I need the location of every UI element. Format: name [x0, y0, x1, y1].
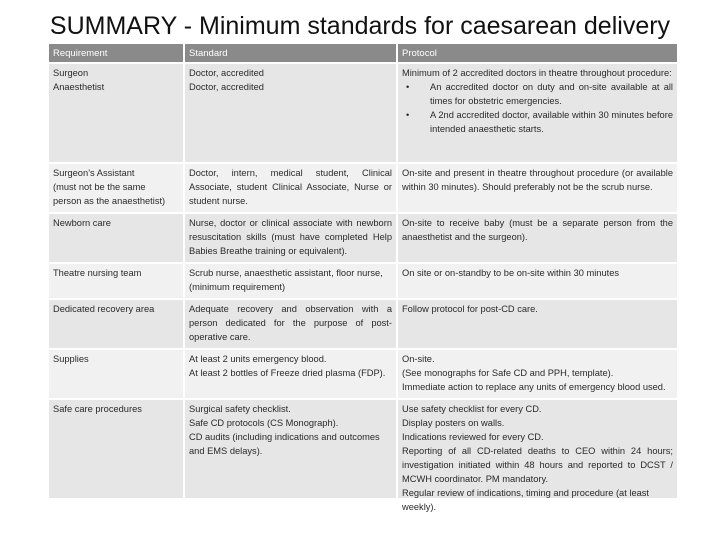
requirement-line: Surgeon’s Assistant — [53, 168, 135, 178]
table-row — [49, 350, 677, 398]
standard-cell: Adequate recovery and observation with a person dedicated for the purpose of post-operative care. — [185, 300, 398, 348]
requirement-line: Safe care procedures — [53, 404, 142, 414]
requirement-cell — [49, 64, 185, 162]
page-title: SUMMARY - Minimum standards for caesarean delivery — [49, 12, 671, 40]
standard-cell — [185, 64, 398, 162]
standard-cell: Nurse, doctor or clinical associate with newborn resuscitation skills (must have completed Help Babies Breathe training or equivalent). — [185, 214, 398, 262]
requirement-cell — [49, 214, 185, 262]
protocol-bullet — [402, 80, 673, 108]
requirement-line: person as the anaesthetist) — [53, 196, 166, 206]
protocol-line: On-site. — [402, 354, 435, 364]
standard-line: (minimum requirement) — [189, 282, 286, 292]
protocol-line: Immediate action to replace any units of emergency blood used. — [402, 382, 666, 392]
protocol-cell — [398, 64, 677, 162]
standard-line: Surgical safety checklist. — [189, 404, 291, 414]
header-requirement: Requirement — [49, 44, 185, 62]
protocol-bullet-text: An accredited doctor on duty and on-site available at all times for obstetric emergencies. — [430, 82, 673, 106]
protocol-line: Use safety checklist for every CD. — [402, 404, 542, 414]
standard-cell — [185, 350, 398, 398]
requirement-cell — [49, 300, 185, 348]
table-row — [49, 400, 677, 498]
table-header-row — [49, 44, 677, 62]
protocol-cell: On-site and present in theatre throughout procedure (or available within 30 minutes). Should preferably not be the scrub nurse. — [398, 164, 677, 212]
protocol-intro: Minimum of 2 accredited doctors in theatre throughout procedure: — [402, 68, 672, 78]
requirement-line: Surgeon — [53, 68, 89, 78]
protocol-bullet-text: A 2nd accredited doctor, available within 30 minutes before intended anaesthetic starts. — [430, 110, 673, 134]
standard-line: Scrub nurse, anaesthetic assistant, floor nurse, — [189, 268, 383, 278]
protocol-cell-content — [402, 402, 673, 512]
requirement-line: Supplies — [53, 354, 89, 364]
table-row — [49, 300, 677, 348]
protocol-line: Display posters on walls. — [402, 418, 505, 428]
table-row — [49, 164, 677, 212]
standard-line: At least 2 units emergency blood. — [189, 354, 327, 364]
requirement-cell — [49, 350, 185, 398]
table-row — [49, 214, 677, 262]
standards-table — [49, 42, 677, 512]
table-row — [49, 264, 677, 298]
header-standard: Standard — [185, 44, 398, 62]
requirement-line: Anaesthetist — [53, 82, 105, 92]
protocol-line: Indications reviewed for every CD. — [402, 432, 544, 442]
standard-line: At least 2 bottles of Freeze dried plasma (FDP). — [189, 368, 386, 378]
protocol-cell — [398, 400, 677, 512]
standard-line: Doctor, accredited — [189, 82, 264, 92]
header-protocol: Protocol — [398, 44, 677, 62]
protocol-bullet — [402, 108, 673, 136]
standard-line: CD audits (including indications and outcomes and EMS delays). — [189, 432, 380, 456]
standard-cell: Doctor, intern, medical student, Clinical Associate, student Clinical Associate, Nurse or student nurse. — [185, 164, 398, 212]
requirement-cell — [49, 264, 185, 298]
standard-cell — [185, 400, 398, 498]
protocol-line: Regular review of indications, timing and procedure (at least weekly). — [402, 488, 650, 512]
requirement-line: (must not be the same — [53, 182, 146, 192]
protocol-cell — [398, 350, 677, 398]
protocol-cell: Follow protocol for post-CD care. — [398, 300, 677, 348]
requirement-line: Newborn care — [53, 218, 111, 228]
requirement-line: Dedicated recovery area — [53, 304, 155, 314]
protocol-cell: On site or on-standby to be on-site within 30 minutes — [398, 264, 677, 298]
protocol-line: (See monographs for Safe CD and PPH, template). — [402, 368, 614, 378]
protocol-line: Reporting of all CD-related deaths to CEO within 24 hours; investigation initiated within 48 hours and reported to DCST / MCWH coordinator. PM mandatory. — [402, 446, 673, 484]
protocol-cell: On-site to receive baby (must be a separate person from the anaesthetist and the surgeon). — [398, 214, 677, 262]
standard-cell — [185, 264, 398, 298]
table-row — [49, 64, 677, 162]
standard-line: Safe CD protocols (CS Monograph). — [189, 418, 339, 428]
requirement-cell — [49, 164, 185, 212]
requirement-cell — [49, 400, 185, 498]
bullet-icon: • — [406, 110, 410, 120]
bullet-icon: • — [406, 82, 410, 92]
requirement-line: Theatre nursing team — [53, 268, 142, 278]
standard-line: Doctor, accredited — [189, 68, 264, 78]
